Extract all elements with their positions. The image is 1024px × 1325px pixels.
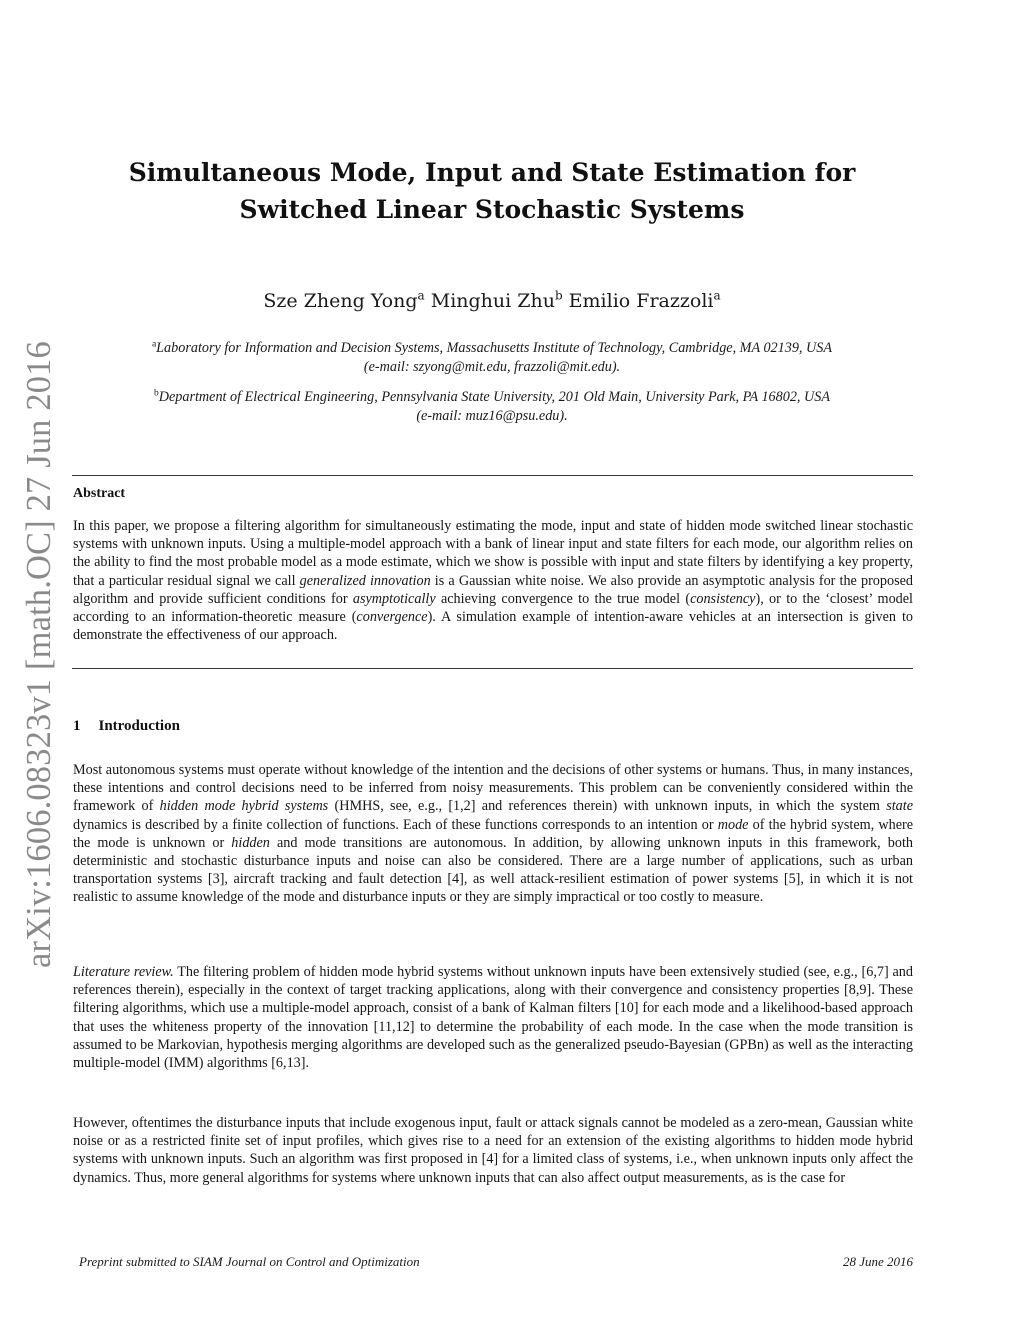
paragraph-text-run: (HMHS, see, e.g., [1,2] and references therein) with unknown inputs, in which the system (328, 798, 887, 815)
paragraph-text-run: The filtering problem of hidden mode hybrid systems without unknown inputs have been extensively studied (see, e.g., [6,7] and references therein), especially in the context of target tracking applications, along with their convergence and consistency properties [8,9]. These filtering algorithms, which use a multiple-model approach, consist of a bank of Kalman filters [10] for each mode and a likelihood-based approach that uses the whiteness property of the innovation [11,12] to determine the probability of each mode. In the case when the mode transition is assumed to be Markovian, hypothesis merging algorithms are developed such as the generalized pseudo-Bayesian (GPBn) as well as the interacting multiple-model (IMM) algorithms [6,13]. (73, 964, 913, 1072)
paper-title-line-2: Switched Linear Stochastic Systems (239, 195, 745, 224)
paper-title-line-1: Simultaneous Mode, Input and State Estimation for (128, 158, 856, 187)
section-heading-introduction (73, 717, 180, 736)
introduction-paragraph-literature-review (73, 963, 913, 1072)
paragraph-text-run: However, oftentimes the disturbance inputs that include exogenous input, fault or attack signals cannot be modeled as a zero-mean, Gaussian white noise or as a restricted finite set of input profiles, which gives rise to a need for an extension of the existing algorithms to hidden mode hybrid systems with unknown inputs. Such an algorithm was first proposed in [4] for a limited class of systems, i.e., when unknown inputs only affect the dynamics. Thus, more general algorithms for systems where unknown inputs that can also affect output measurements, as is the case for (73, 1115, 913, 1186)
footer-date: 28 June 2016 (842, 1254, 913, 1269)
abstract-text-run: ). A simulation example of intention-aware vehicles at an intersection is given to demonstrate the effectiveness of our approach. (73, 609, 913, 644)
paragraph-emphasis: mode (717, 816, 749, 833)
affiliation-a (72, 339, 912, 377)
paragraph-emphasis: hidden mode hybrid systems (159, 798, 329, 815)
paragraph-emphasis: hidden (231, 834, 270, 851)
author-list (72, 288, 912, 314)
affiliation-b-line-1 (72, 388, 912, 407)
paragraph-text-run: and mode transitions are autonomous. In addition, by allowing unknown inputs in this framework, both deterministic and stochastic disturbance inputs and noise can also be considered. There are a large number of applications, such as urban transportation systems [3], aircraft tracking and fault detection [4], as well attack-resilient estimation of power systems [5], in which it is not realistic to assume knowledge of the mode and disturbance inputs or they are simply impractical or too costly to measure. (73, 834, 913, 906)
abstract-emphasis: generalized innovation (299, 572, 431, 589)
affiliation-a-email: (e-mail: szyong@mit.edu, frazzoli@mit.edu). (363, 359, 621, 375)
abstract-text-run: achieving convergence to the true model ( (435, 590, 691, 607)
footer-preprint-note: Preprint submitted to SIAM Journal on Control and Optimization (79, 1254, 420, 1269)
paragraph-emphasis: state (886, 798, 914, 815)
abstract-text-run: is a Gaussian white noise. We also provide an asymptotic analysis for the proposed algorithm and provide sufficient conditions for (73, 572, 913, 607)
abstract-bottom-rule (72, 668, 913, 669)
author-name: Emilio Frazzoli (568, 290, 714, 312)
abstract-top-rule (72, 475, 913, 476)
author-affiliation-mark: b (554, 288, 563, 303)
affiliation-b-email: (e-mail: muz16@psu.edu). (416, 408, 568, 424)
paragraph-text-run: Most autonomous systems must operate without knowledge of the intention and the decisions of other systems or humans. Thus, in many instances, these intentions and control decisions need to be inferred from noisy measurements. This problem can be conveniently considered within the framework of (73, 762, 913, 815)
affiliation-a-line-1 (72, 339, 912, 358)
section-title: Introduction (98, 718, 180, 734)
paragraph-lead-in: Literature review. (73, 964, 174, 980)
author-affiliation-mark: a (713, 288, 721, 303)
author-affiliation-mark: a (417, 288, 425, 303)
abstract-text-run: In this paper, we propose a filtering algorithm for simultaneously estimating the mode, input and state of hidden mode switched linear stochastic systems with unknown inputs. Using a multiple-model approach with a bank of linear input and state filters for each mode, our algorithm relies on the ability to find the most probable model as a mode estimate, which we show is possible with input and state filters by identifying a key property, that a particular residual signal we call (73, 518, 913, 589)
author-name: Sze Zheng Yong (263, 290, 418, 312)
abstract-emphasis: asymptotically (352, 590, 436, 607)
abstract-emphasis: consistency (690, 590, 756, 607)
affiliation-b (72, 388, 912, 426)
abstract-heading: Abstract (73, 486, 126, 501)
author-name: Minghui Zhu (430, 290, 555, 312)
affiliation-b-text: Department of Electrical Engineering, Pennsylvania State University, 201 Old Main, University Park, PA 16802, USA (158, 389, 831, 405)
abstract-text (73, 517, 913, 644)
abstract-text-run: ), or to the ‘closest’ model according to an information-theoretic measure ( (73, 590, 913, 626)
arxiv-identifier-sidebar: arXiv:1606.08323v1 [math.OC] 27 Jun 2016 (20, 341, 58, 968)
introduction-paragraph-3 (73, 1114, 913, 1187)
paragraph-text-run: of the hybrid system, where the mode is unknown or (73, 816, 914, 851)
abstract-emphasis: convergence (356, 609, 428, 626)
paper-title (72, 154, 912, 228)
section-number: 1 (73, 718, 81, 734)
affiliation-a-text: Laboratory for Information and Decision Systems, Massachusetts Institute of Technology, Cambridge, MA 02139, USA (156, 340, 833, 356)
affiliation-mark: a (151, 339, 157, 350)
introduction-paragraph-1 (73, 761, 913, 907)
paragraph-text-run: dynamics is described by a finite collection of functions. Each of these functions corresponds to an intention or (73, 816, 718, 833)
affiliation-mark: b (153, 388, 159, 399)
